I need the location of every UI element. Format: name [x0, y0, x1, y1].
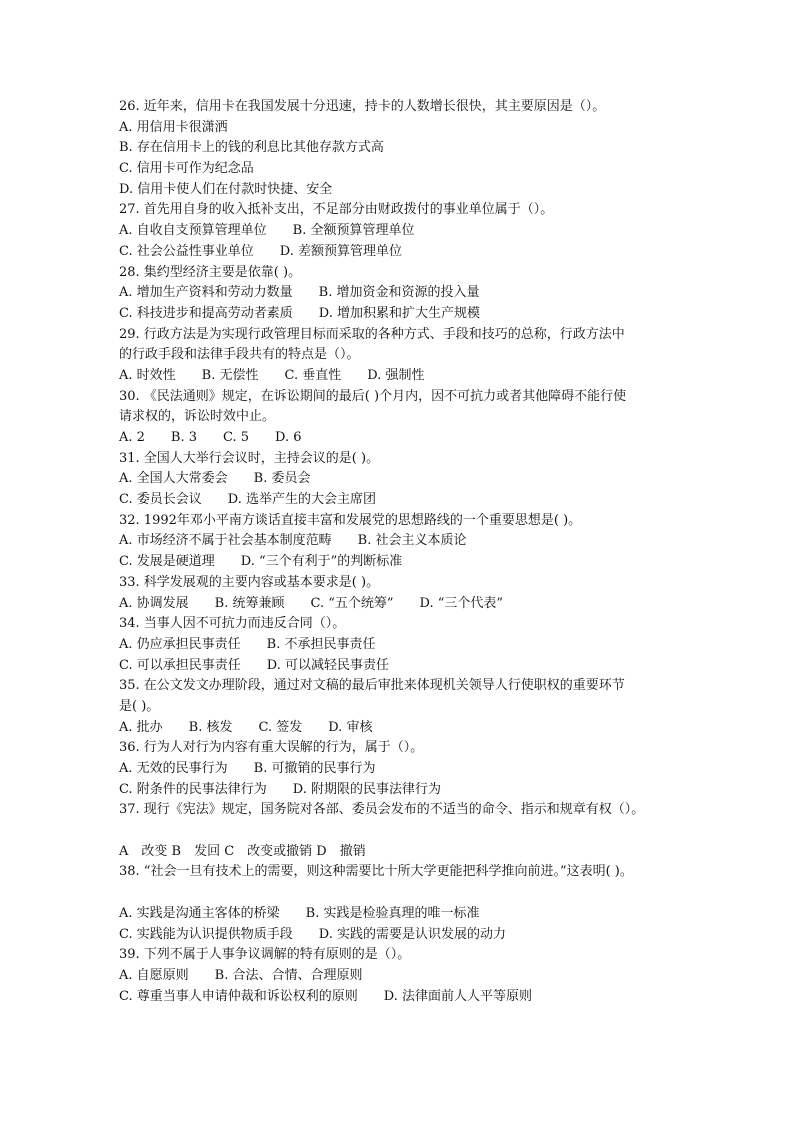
answer-option: C. 可以承担民事责任 D. 可以减轻民事责任	[119, 657, 389, 673]
question-stem: 38. “社会一旦有技术上的需要，则这种需要比十所大学更能把科学推向前进。”这表明( )。	[119, 864, 633, 880]
question-stem: 26. 近年来，信用卡在我国发展十分迅速，持卡的人数增长很快，其主要原因是（）。	[119, 99, 606, 114]
question-stem: 30. 《民法通则》规定，在诉讼期间的最后( )个月内，因不可抗力或者其他障碍不能行使	[119, 388, 627, 404]
answer-option: A. 全国人大常委会 B. 委员会	[119, 471, 311, 487]
answer-option: A. 协调发展 B. 统筹兼顾 C. “五个统筹” D. “三个代表”	[119, 595, 504, 611]
question-stem: 36. 行为人对行为内容有重大误解的行为，属于（）。	[119, 740, 424, 756]
answer-option: C. 发展是硬道理 D. “三个有利于”的判断标准	[119, 554, 403, 570]
blank-line	[119, 883, 719, 904]
answer-option: A. 仍应承担民事责任 B. 不承担民事责任	[119, 636, 376, 652]
answer-option: A. 市场经济不属于社会基本制度范畴 B. 社会主义本质论	[119, 533, 467, 549]
question-stem: 32. 1992年邓小平南方谈话直接丰富和发展党的思想路线的一个重要思想是( )。	[119, 512, 582, 528]
question-stem: 33. 科学发展观的主要内容或基本要求是( )。	[119, 574, 380, 590]
answer-option: A. 用信用卡很潇洒	[119, 119, 228, 135]
answer-option: A. 增加生产资料和劳动力数量 B. 增加资金和资源的投入量	[119, 285, 480, 301]
answer-option: A. 实践是沟通主客体的桥梁 B. 实践是检验真理的唯一标准	[119, 905, 480, 921]
answer-option: D. 信用卡使人们在付款时快捷、安全	[119, 181, 333, 197]
question-list	[119, 97, 719, 1007]
answer-option: C. 附条件的民事法律行为 D. 附期限的民事法律行为	[119, 781, 441, 797]
answer-option: B. 存在信用卡上的钱的利息比其他存款方式高	[119, 140, 384, 156]
question-stem: 37. 现行《宪法》规定，国务院对各部、委员会发布的不适当的命令、指示和规章有权（）。	[119, 802, 645, 818]
answer-option: A. 时效性 B. 无偿性 C. 垂直性 D. 强制性	[119, 367, 425, 383]
question-stem: 29. 行政方法是为实现行政管理目标而采取的各种方式、手段和技巧的总称，行政方法中	[119, 326, 625, 342]
blank-line	[119, 821, 719, 842]
answer-option: C. 信用卡可作为纪念品	[119, 161, 254, 177]
answer-option: 请求权的，诉讼时效中止。	[119, 409, 276, 425]
answer-option: C. 社会公益性事业单位 D. 差额预算管理单位	[119, 243, 402, 259]
answer-option: A. 批办 B. 核发 C. 签发 D. 审核	[119, 719, 373, 735]
question-stem: 39. 下列不属于人事争议调解的特有原则的是（）。	[119, 947, 411, 963]
question-stem: 27. 首先用自身的收入抵补支出，不足部分由财政拨付的事业单位属于（）。	[119, 202, 554, 218]
question-stem: 28. 集约型经济主要是依靠( )。	[119, 264, 302, 280]
answer-option: C. 委员长会议 D. 选举产生的大会主席团	[119, 492, 376, 508]
question-stem: 35. 在公文发文办理阶段，通过对文稿的最后审批来体现机关领导人行使职权的重要环节	[119, 678, 625, 694]
question-stem: 34. 当事人因不可抗力而违反合同（）。	[119, 616, 346, 632]
answer-option: 是( )。	[119, 698, 160, 714]
answer-option: C. 尊重当事人申请仲裁和诉讼权利的原则 D. 法律面前人人平等原则	[119, 988, 532, 1004]
answer-option: C. 科技进步和提高劳动者素质 D. 增加积累和扩大生产规模	[119, 305, 480, 321]
question-stem: 31. 全国人大举行会议时，主持会议的是( )。	[119, 450, 380, 466]
answer-option: A. 无效的民事行为 B. 可撤销的民事行为	[119, 761, 376, 776]
answer-option: A. 自收自支预算管理单位 B. 全额预算管理单位	[119, 223, 415, 239]
answer-option: A. 2 B. 3 C. 5 D. 6	[119, 430, 302, 445]
answer-option: C. 实践能为认识提供物质手段 D. 实践的需要是认识发展的动力	[119, 926, 506, 942]
answer-option: A 改变 B 发回 C 改变或撤销 D 撤销	[119, 843, 366, 859]
answer-option: 的行政手段和法律手段共有的特点是（）。	[119, 347, 360, 363]
answer-option: A. 自愿原则 B. 合法、合情、合理原则	[119, 967, 363, 983]
